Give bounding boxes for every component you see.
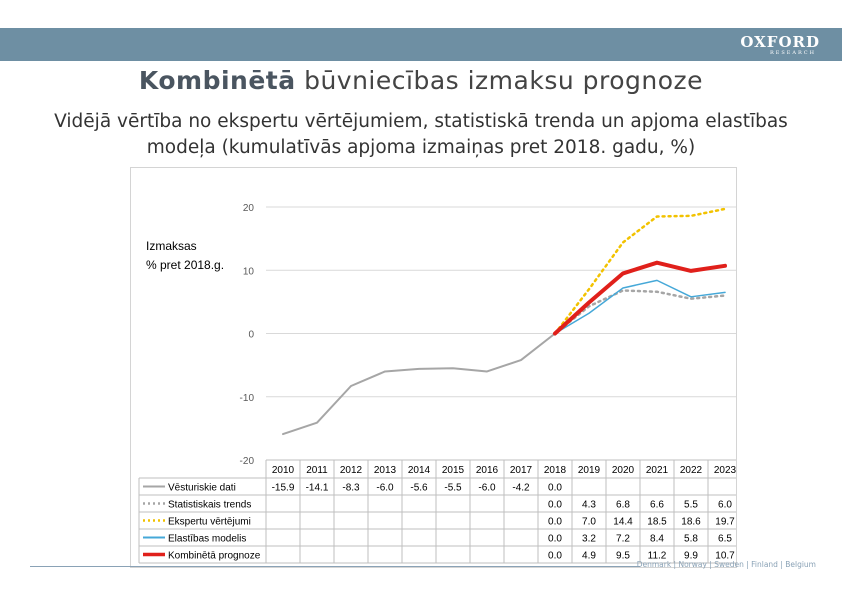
series-line (555, 280, 725, 333)
x-tick-label: 2015 (441, 465, 465, 476)
x-tick-label: 2021 (645, 465, 669, 476)
x-tick-label: 2016 (475, 465, 499, 476)
data-label: 19.7 (715, 516, 735, 528)
line-chart (131, 168, 736, 567)
subtitle-line-1: Vidējā vērtība no ekspertu vērtējumiem, statistiskā trenda un apjoma elastības (54, 111, 788, 132)
data-label: -6.0 (478, 482, 496, 494)
x-tick-label: 2014 (407, 465, 431, 476)
title-strong: Kombinētā (138, 66, 296, 95)
data-label: -14.1 (305, 482, 329, 494)
data-label: -8.3 (342, 482, 360, 494)
footer-divider (30, 566, 640, 567)
data-label: 4.3 (582, 499, 596, 511)
x-tick-label: 2019 (577, 465, 601, 476)
data-label: 4.9 (582, 550, 596, 562)
data-label: -5.5 (444, 482, 462, 494)
x-tick-label: 2018 (543, 465, 567, 476)
chart-frame (130, 167, 737, 568)
data-label: -5.6 (410, 482, 428, 494)
y-tick-label: 10 (242, 266, 254, 278)
page-subtitle (20, 109, 822, 161)
footer-countries: Denmark | Norway | Sweden | Finland | Belgium (636, 560, 816, 569)
legend-label: Vēsturiskie dati (168, 482, 236, 494)
data-label: 5.8 (684, 533, 698, 545)
data-label: 11.2 (647, 550, 667, 562)
x-tick-label: 2020 (611, 465, 635, 476)
data-label: 8.4 (650, 533, 664, 545)
data-label: 18.5 (647, 516, 667, 528)
legend-label: Ekspertu vērtējumi (168, 516, 251, 528)
data-label: 0.0 (548, 482, 562, 494)
logo-subtext: RESEARCH (769, 50, 816, 56)
data-label: 0.0 (548, 550, 562, 562)
legend-label: Kombinētā prognoze (168, 550, 261, 562)
data-label: 14.4 (613, 516, 633, 528)
data-label: 6.6 (650, 499, 664, 511)
data-label: 3.2 (582, 533, 596, 545)
data-label: 7.0 (582, 516, 596, 528)
oxford-research-logo (740, 34, 820, 56)
data-label: 0.0 (548, 533, 562, 545)
data-label: 9.5 (616, 550, 630, 562)
data-label: -6.0 (376, 482, 394, 494)
legend-label: Statistiskais trends (168, 499, 252, 511)
legend-label: Elastības modelis (168, 533, 247, 545)
y-axis-label-line-1: Izmaksas (146, 239, 197, 253)
data-label: 6.8 (616, 499, 630, 511)
x-tick-label: 2017 (509, 465, 533, 476)
x-tick-label: 2010 (271, 465, 295, 476)
page-title (0, 66, 842, 95)
data-label: 6.0 (718, 499, 732, 511)
y-tick-label: 0 (248, 329, 254, 341)
header-bar (0, 28, 842, 61)
data-label: -15.9 (271, 482, 295, 494)
x-tick-label: 2011 (306, 465, 328, 476)
series-line (283, 334, 555, 435)
data-label: 6.5 (718, 533, 732, 545)
y-tick-label: -10 (239, 392, 254, 404)
data-label: 0.0 (548, 516, 562, 528)
x-tick-label: 2023 (713, 465, 736, 476)
y-tick-label: -20 (239, 456, 254, 467)
subtitle-line-2: modeļa (kumulatīvās apjoma izmaiņas pret 2018. gadu, %) (146, 137, 696, 158)
data-label: 5.5 (684, 499, 698, 511)
logo-text: OXFORD (740, 33, 820, 51)
y-axis-label-line-2: % pret 2018.g. (146, 258, 225, 272)
x-tick-label: 2013 (373, 465, 397, 476)
title-rest: būvniecības izmaksu prognoze (304, 66, 704, 95)
data-label: 18.6 (681, 516, 701, 528)
data-label: 7.2 (616, 533, 630, 545)
x-tick-label: 2022 (679, 465, 703, 476)
data-label: 0.0 (548, 499, 562, 511)
x-tick-label: 2012 (339, 465, 363, 476)
data-label: 9.9 (684, 550, 698, 562)
data-label: 10.7 (715, 550, 735, 562)
data-label: -4.2 (512, 482, 530, 494)
y-tick-label: 20 (242, 203, 254, 214)
